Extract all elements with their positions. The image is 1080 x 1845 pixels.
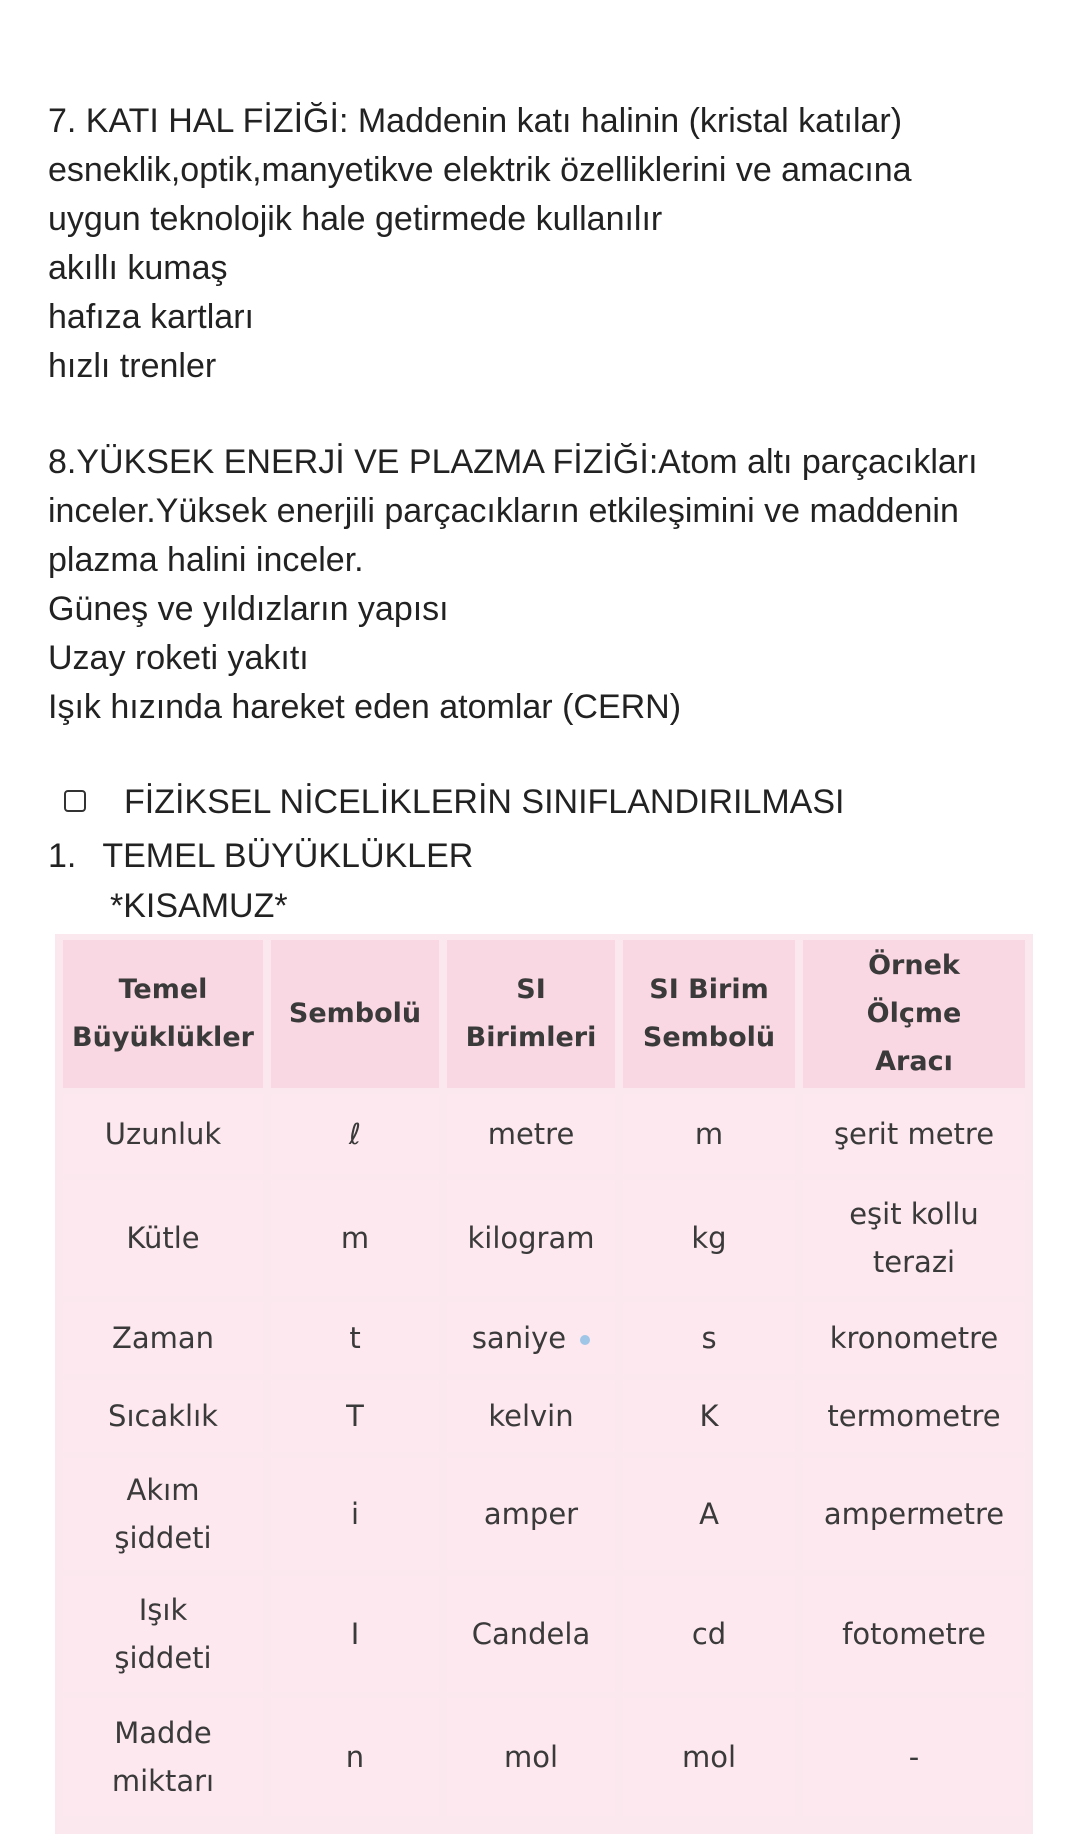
cell-si-unit: mol: [447, 1698, 615, 1816]
cell-quantity: Kütle: [63, 1180, 263, 1296]
cell-quantity: Sıcaklık: [63, 1380, 263, 1452]
cell-measuring-tool: ampermetre: [803, 1458, 1025, 1570]
table-row: [63, 1380, 1025, 1452]
section-8-line: plazma halini inceler.: [48, 541, 364, 579]
classification-heading: [64, 778, 844, 827]
section-7-solid-state-physics: [48, 97, 1048, 391]
cell-measuring-tool: fotometre: [803, 1576, 1025, 1692]
cell-si-unit-symbol: m: [623, 1094, 795, 1174]
cell-symbol: ℓ: [271, 1094, 439, 1174]
section-7-line: uygun teknolojik hale getirmede kullanılır: [48, 200, 663, 238]
cell-symbol: m: [271, 1180, 439, 1296]
classification-heading-text: FİZİKSEL NİCELİKLERİN SINIFLANDIRILMASI: [124, 783, 845, 821]
cell-quantity: Madde miktarı: [63, 1698, 263, 1816]
cell-symbol: n: [271, 1698, 439, 1816]
section-8-line: 8.YÜKSEK ENERJİ VE PLAZMA FİZİĞİ:Atom altı parçacıkları: [48, 443, 978, 481]
cell-si-unit-symbol: mol: [623, 1698, 795, 1816]
cell-quantity: Akım şiddeti: [63, 1458, 263, 1570]
section-7-line: 7. KATI HAL FİZİĞİ: Maddenin katı halinin (kristal katılar): [48, 102, 903, 140]
cell-measuring-tool: eşit kollu terazi: [803, 1180, 1025, 1296]
list-number: 1.: [48, 837, 77, 875]
section-8-example: Işık hızında hareket eden atomlar (CERN): [48, 688, 682, 726]
cell-si-unit: amper: [447, 1458, 615, 1570]
cell-symbol: i: [271, 1458, 439, 1570]
section-7-example: hızlı trenler: [48, 347, 217, 385]
section-7-line: esneklik,optik,manyetikve elektrik özelliklerini ve amacına: [48, 151, 912, 189]
table-header-row: [63, 940, 1025, 1088]
list-item-title: TEMEL BÜYÜKLÜKLER: [102, 837, 474, 875]
checkbox-bullet-icon: [64, 790, 86, 812]
cell-symbol: I: [271, 1576, 439, 1692]
note-text: *KISAMUZ*: [110, 887, 288, 925]
header-si-unit-symbol: SI Birim Sembolü: [623, 940, 795, 1088]
blue-dot-mark-icon: [580, 1335, 590, 1345]
cell-si-unit-symbol: K: [623, 1380, 795, 1452]
table-row: [63, 1180, 1025, 1296]
cell-si-unit: Candela: [447, 1576, 615, 1692]
cell-si-unit: kilogram: [447, 1180, 615, 1296]
table-row: [63, 1458, 1025, 1570]
section-8-example: Güneş ve yıldızların yapısı: [48, 590, 449, 628]
cell-si-unit-symbol: s: [623, 1302, 795, 1374]
header-measuring-tool: Örnek Ölçme Aracı: [803, 940, 1025, 1088]
basic-quantities-item: [48, 832, 473, 881]
basic-quantities-table: [55, 934, 1033, 1822]
cell-si-unit: kelvin: [447, 1380, 615, 1452]
header-si-unit: SI Birimleri: [447, 940, 615, 1088]
cell-quantity: Işık şiddeti: [63, 1576, 263, 1692]
cell-si-unit-symbol: A: [623, 1458, 795, 1570]
table-row: [63, 1698, 1025, 1816]
cell-symbol: t: [271, 1302, 439, 1374]
cell-si-unit-symbol: kg: [623, 1180, 795, 1296]
cell-symbol: T: [271, 1380, 439, 1452]
section-7-example: hafıza kartları: [48, 298, 254, 336]
cell-measuring-tool: şerit metre: [803, 1094, 1025, 1174]
section-7-example: akıllı kumaş: [48, 249, 228, 287]
section-8-example: Uzay roketi yakıtı: [48, 639, 309, 677]
basic-quantities-table-image: [55, 934, 1033, 1834]
cell-si-unit: saniye: [447, 1302, 615, 1374]
section-8-high-energy-plasma-physics: [48, 438, 1048, 732]
cell-quantity: Uzunluk: [63, 1094, 263, 1174]
header-quantity: Temel Büyüklükler: [63, 940, 263, 1088]
table-row: [63, 1094, 1025, 1174]
cell-si-unit: metre: [447, 1094, 615, 1174]
header-symbol: Sembolü: [271, 940, 439, 1088]
section-8-line: inceler.Yüksek enerjili parçacıkların etkileşimini ve maddenin: [48, 492, 959, 530]
cell-measuring-tool: kronometre: [803, 1302, 1025, 1374]
cell-measuring-tool: termometre: [803, 1380, 1025, 1452]
table-row: [63, 1302, 1025, 1374]
cell-quantity: Zaman: [63, 1302, 263, 1374]
cell-measuring-tool: -: [803, 1698, 1025, 1816]
table-row: [63, 1576, 1025, 1692]
cell-si-unit-symbol: cd: [623, 1576, 795, 1692]
